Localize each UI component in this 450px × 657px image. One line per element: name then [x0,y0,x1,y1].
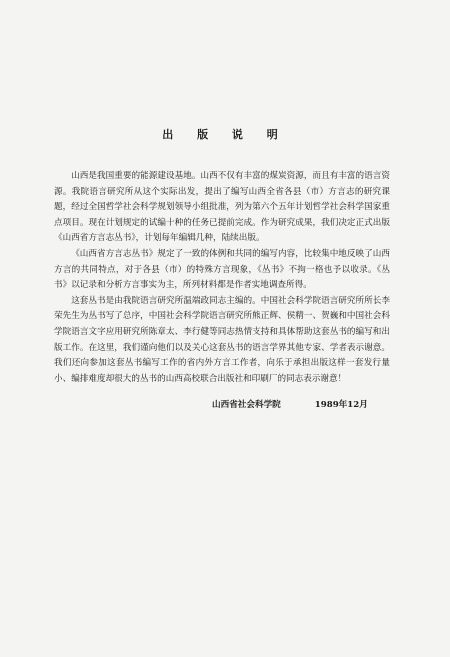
document-body [54,169,390,387]
signature-block [212,398,402,410]
signature-org: 山西省社会科学院 [212,400,281,410]
paragraph: 《山西省方言志丛书》规定了一致的体例和共同的编写内容，比较集中地反映了山西方言的共同特点，对于各县（市）的特殊方言现象，《丛书》不拘一格也予以收录。《丛书》以记录和分析方言事实为主，所列材料都是作者实地调查所得。 [54,248,390,291]
page-title: 出 版 说 明 [162,128,288,141]
paragraph: 山西是我国重要的能源建设基地。山西不仅有丰富的煤炭资源，而且有丰富的语言资源。我院语言研究所从这个实际出发，提出了编写山西全省各县（市）方言志的研究课题，经过全国哲学社会科学规划领导小组批准，列为第六个五年计划哲学社会科学国家重点项目。现在计划规定的试编十种的任务已提前完成。作为研究成果，我们决定正式出版《山西省方言志丛书》，计划每年编辑几种，陆续出版。 [54,171,390,244]
signature-date: 1989年12月 [314,400,368,410]
paragraph: 这套丛书是由我院语言研究所温端政同志主编的。中国社会科学院语言研究所所长李荣先生为丛书写了总序，中国社会科学院语言研究所熊正辉、侯精一、贺巍和中国社会科学院语言文字应用研究所陈章太、李行健等同志热情支持和具体帮助这套丛书的编写和出版工作。在这里，我们谨向他们以及关心这套丛书的语言学界其他专家、学者表示谢意。我们还向参加这套丛书编写工作的省内外方言工作者，向乐于承担出版这样一套发行量小、编排难度却很大的丛书的山西高校联合出版社和印刷厂的同志表示谢意！ [54,295,390,384]
